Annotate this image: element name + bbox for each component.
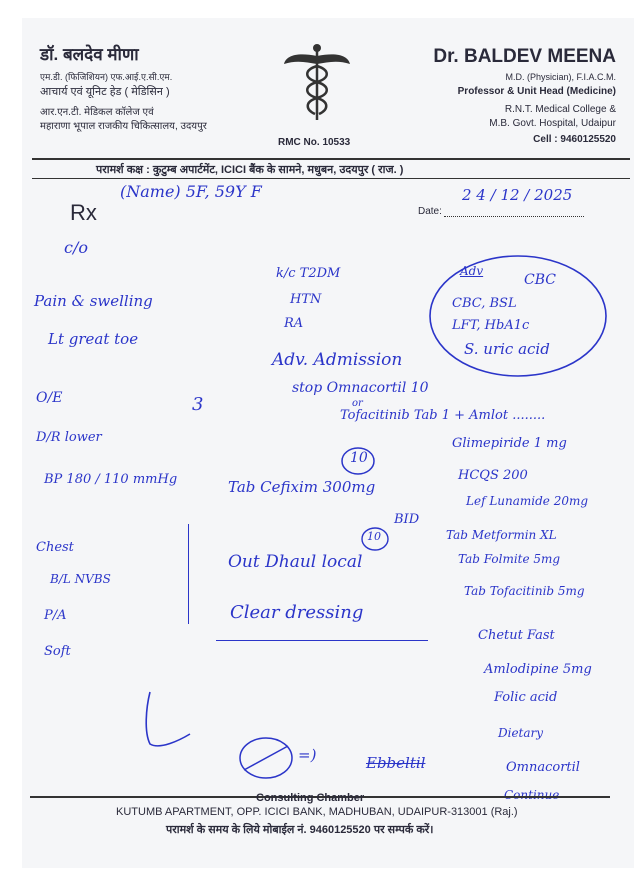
struck-word: Ebbeltil <box>366 754 426 772</box>
cell-number: Cell : 9460125520 <box>533 134 616 145</box>
chest-finding: B/L NVBS <box>50 572 111 586</box>
signature-mark <box>140 688 196 752</box>
doctor-name-hindi: डॉ. बलदेव मीणा <box>40 45 139 64</box>
dr-lower: D/R lower <box>36 430 102 445</box>
caduceus-logo <box>282 42 352 122</box>
advice-3: S. uric acid <box>464 340 550 358</box>
pa-finding: Soft <box>44 644 71 659</box>
admission-advice: Adv. Admission <box>272 350 403 370</box>
pa-label: P/A <box>44 608 67 623</box>
rx-omnacortil: Omnacortil <box>506 760 580 775</box>
rx-glimepiride: Glimepiride 1 mg <box>452 436 567 451</box>
complaint-2: Lt great toe <box>48 330 139 348</box>
rx-ointment: Out Dhaul local <box>228 552 363 572</box>
rx-continue: Continue <box>504 788 560 802</box>
dressing-underline <box>216 640 428 641</box>
doctor-name-english: Dr. BALDEV MEENA <box>433 46 616 67</box>
degrees-english: M.D. (Physician), F.I.A.C.M. <box>505 72 616 82</box>
rx-tab-antibiotic: Tab Cefixim 300mg <box>228 478 376 496</box>
footer-phone: परामर्श के समय के लिये मोबाईल नं. 9460125520 पर सम्पर्क करें। <box>166 824 434 836</box>
rx-tofacitinib: Tab Tofacitinib 5mg <box>464 584 585 598</box>
rx-symbol: Rx <box>70 200 97 225</box>
designation-english: Professor & Unit Head (Medicine) <box>457 86 616 97</box>
advice-1: CBC, BSL <box>452 296 517 311</box>
bracket-line <box>188 524 191 624</box>
or-note: or <box>352 398 363 409</box>
clear-dressing: Clear dressing <box>230 602 364 623</box>
bp-reading: BP 180 / 110 mmHg <box>44 472 178 487</box>
header-rule-2 <box>32 178 630 179</box>
college-english: R.N.T. Medical College & <box>504 104 616 115</box>
advice-2: LFT, HbA1c <box>452 318 530 333</box>
circled-ten-value: 10 <box>350 450 368 466</box>
degrees-hindi: एम.डी. (फिजिशियन) एफ.आई.ए.सी.एम. <box>40 72 173 82</box>
oe-label: O/E <box>36 390 63 406</box>
crossed-out-circle <box>236 734 300 782</box>
rx-leflunomide: Lef Lunamide 20mg <box>466 494 589 508</box>
rx-folmite: Tab Folmite 5mg <box>458 552 561 566</box>
complaint-1: Pain & swelling <box>34 292 153 310</box>
history-3: RA <box>284 316 304 331</box>
stop-drug: stop Omnacortil 10 <box>292 380 429 396</box>
footer-address: KUTUMB APARTMENT, OPP. ICICI BANK, MADHUBAN, UDAIPUR-313001 (Raj.) <box>116 806 518 818</box>
designation-hindi: आचार्य एवं यूनिट हेड ( मेडिसिन ) <box>40 86 170 98</box>
arrow-note: =) <box>298 746 317 764</box>
consult-ribbon: परामर्श कक्ष : कुटुम्ब अपार्टमेंट, ICICI बैंक के सामने, मधुबन, उदयपुर ( राज. ) <box>96 164 404 176</box>
advice-label: Adv <box>460 264 484 278</box>
rx-amlodipine: Amlodipine 5mg <box>484 662 592 677</box>
history-1: k/c T2DM <box>276 266 341 281</box>
date-line <box>444 216 584 217</box>
date-label: Date: <box>418 206 442 217</box>
co-label: c/o <box>64 238 88 257</box>
rx-hcqs: HCQS 200 <box>458 468 528 483</box>
advice-cbc: CBC <box>524 272 556 288</box>
advice-circle <box>426 252 610 380</box>
rmc-number: RMC No. 10533 <box>278 137 351 148</box>
rx-metformin: Tab Metformin XL <box>446 528 557 542</box>
history-2: HTN <box>290 292 322 307</box>
hospital-english: M.B. Govt. Hospital, Udaipur <box>489 118 616 129</box>
circled-ten-2-value: 10 <box>367 530 381 543</box>
college-hindi: आर.एन.टी. मेडिकल कॉलेज एवं <box>40 107 154 118</box>
handwritten-date: 2 4 / 12 / 2025 <box>462 186 573 204</box>
rx-dietary: Dietary <box>498 726 544 740</box>
patient-details: (Name) 5F, 59Y F <box>120 182 262 201</box>
bid-note: BID <box>394 512 420 527</box>
footer-title: Consulting Chamber <box>256 792 365 804</box>
hospital-hindi: महाराणा भूपाल राजकीय चिकित्सालय, उदयपुर <box>40 121 207 132</box>
rx-folic-acid: Folic acid <box>494 690 558 705</box>
tofacitinib-note: Tofacitinib Tab 1 + Amlot ........ <box>340 408 546 423</box>
chest-label: Chest <box>36 540 74 555</box>
rx-chetut: Chetut Fast <box>478 628 555 643</box>
header-rule <box>32 158 630 160</box>
number-three: 3 <box>192 394 204 415</box>
